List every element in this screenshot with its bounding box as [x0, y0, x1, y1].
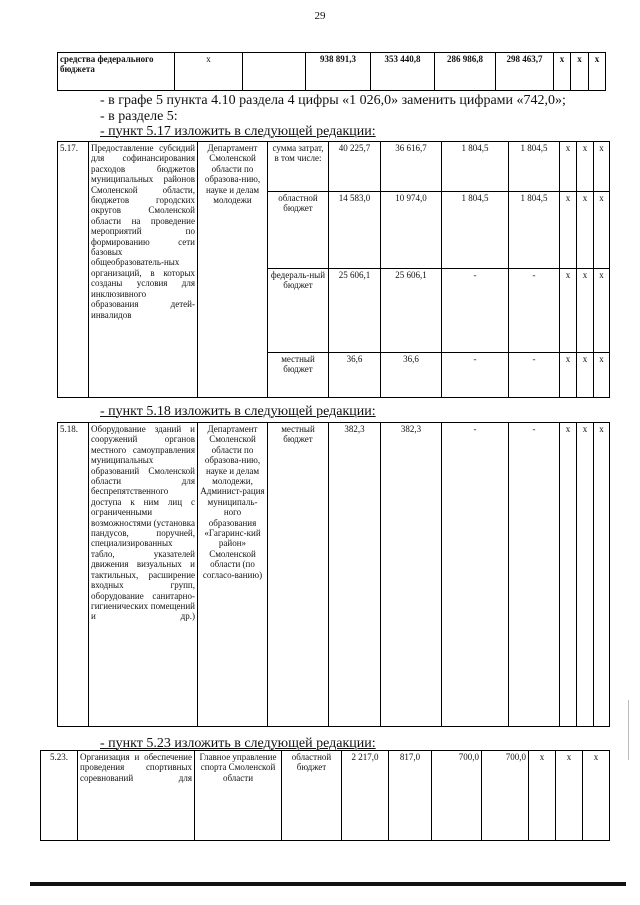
funding-source: областной бюджет	[268, 192, 329, 269]
table-federal-funds-row	[57, 52, 606, 91]
cell-year3: 298 463,7	[496, 53, 554, 91]
item-number: 5.18.	[58, 423, 89, 727]
cell-total: 25 606,1	[329, 269, 381, 353]
table-item-5-23	[40, 750, 610, 841]
cell-year3: -	[509, 269, 560, 353]
cell-year2: -	[442, 423, 509, 727]
cell-x: х	[594, 269, 610, 353]
cell-total: 938 891,3	[306, 53, 371, 91]
cell-x: х	[571, 53, 589, 91]
cell-year1: 25 606,1	[381, 269, 442, 353]
cell-year1: 36 616,7	[381, 142, 442, 192]
federal-funds-label: средства федерального бюджета	[58, 53, 175, 91]
cell-x: х	[560, 142, 577, 192]
cell-x: х	[594, 353, 610, 398]
cell-total: 382,3	[329, 423, 381, 727]
cell-x: х	[583, 751, 610, 841]
funding-source: федераль-ный бюджет	[268, 269, 329, 353]
item-executor: Департамент Смоленской области по образова-нию, науке и делам молодежи, Админист-рация муниципаль-ного образования «Гагаринс-кий район» Смоленской области (по согласо-ванию)	[198, 423, 268, 727]
cell-x: х	[554, 53, 571, 91]
instruction-line: - пункт 5.17 изложить в следующей редакции:	[100, 124, 376, 139]
cell-year3: -	[509, 423, 560, 727]
cell-x: х	[560, 192, 577, 269]
cell-year3: 1 804,5	[509, 192, 560, 269]
cell-year1: 36,6	[381, 353, 442, 398]
table-item-5-17	[57, 141, 610, 398]
funding-source: местный бюджет	[268, 423, 329, 727]
cell-x: х	[594, 142, 610, 192]
cell-year2: 1 804,5	[442, 192, 509, 269]
cell-executor: х	[175, 53, 243, 91]
item-executor: Департамент Смоленской области по образова-нию, науке и делам молодежи	[198, 142, 268, 398]
cell-year3: 1 804,5	[509, 142, 560, 192]
cell-year3: -	[509, 353, 560, 398]
cell-year2: 1 804,5	[442, 142, 509, 192]
cell-x: х	[560, 269, 577, 353]
cell-x: х	[577, 353, 594, 398]
cell-year2: -	[442, 269, 509, 353]
cell-total: 40 225,7	[329, 142, 381, 192]
funding-source: сумма затрат, в том числе:	[268, 142, 329, 192]
cell-year2: -	[442, 353, 509, 398]
instruction-line: - пункт 5.18 изложить в следующей редакции:	[100, 404, 376, 419]
bottom-rule	[30, 882, 626, 886]
cell-x: х	[556, 751, 583, 841]
cell-year1: 10 974,0	[381, 192, 442, 269]
cell-year3: 700,0	[482, 751, 529, 841]
cell-year1: 353 440,8	[371, 53, 435, 91]
cell-year1: 382,3	[381, 423, 442, 727]
cell-x: х	[589, 53, 606, 91]
cell-x: х	[560, 423, 577, 727]
cell-year1: 817,0	[389, 751, 432, 841]
cell-total: 2 217,0	[342, 751, 389, 841]
instruction-line: - пункт 5.23 изложить в следующей редакции:	[100, 736, 376, 751]
cell-x: х	[577, 142, 594, 192]
cell-empty	[243, 53, 306, 91]
cell-x: х	[529, 751, 556, 841]
item-name: Оборудование зданий и сооружений органов местного самоуправления муниципальных образований Смоленской области для беспрепятственного доступа к ним лиц с ограниченными возможностями (установка пандусов, поручней, специализированных табло, указателей движения визуальных и тактильных, расширение входных групп, оборудование санитарно-гигиенических помещений и др.)	[89, 423, 198, 727]
cell-x: х	[577, 192, 594, 269]
item-number: 5.23.	[41, 751, 78, 841]
cell-year2: 286 986,8	[435, 53, 496, 91]
instruction-line: - в графе 5 пункта 4.10 раздела 4 цифры «1 026,0» заменить цифрами «742,0»;	[100, 93, 566, 108]
cell-x: х	[560, 353, 577, 398]
cell-year2: 700,0	[432, 751, 482, 841]
item-name: Предоставление субсидий для софинансирования расходов бюджетов муниципальных районов Смоленской области, бюджетов городских округов Смоленской области на проведение мероприятий по формированию сети базовых общеобразователь-ных организаций, в которых созданы условия для инклюзивного образования детей-инвалидов	[89, 142, 198, 398]
cell-x: х	[594, 423, 610, 727]
item-number: 5.17.	[58, 142, 89, 398]
funding-source: областной бюджет	[282, 751, 342, 841]
item-name: Организация и обеспечение проведения спортивных соревнований для	[78, 751, 195, 841]
scan-mark	[628, 700, 629, 760]
funding-source: местный бюджет	[268, 353, 329, 398]
page-number: 29	[314, 10, 326, 22]
cell-x: х	[577, 269, 594, 353]
cell-x: х	[577, 423, 594, 727]
instruction-line: - в разделе 5:	[100, 109, 178, 124]
cell-x: х	[594, 192, 610, 269]
cell-total: 14 583,0	[329, 192, 381, 269]
item-executor: Главное управление спорта Смоленской области	[195, 751, 282, 841]
cell-total: 36,6	[329, 353, 381, 398]
table-item-5-18	[57, 422, 610, 727]
